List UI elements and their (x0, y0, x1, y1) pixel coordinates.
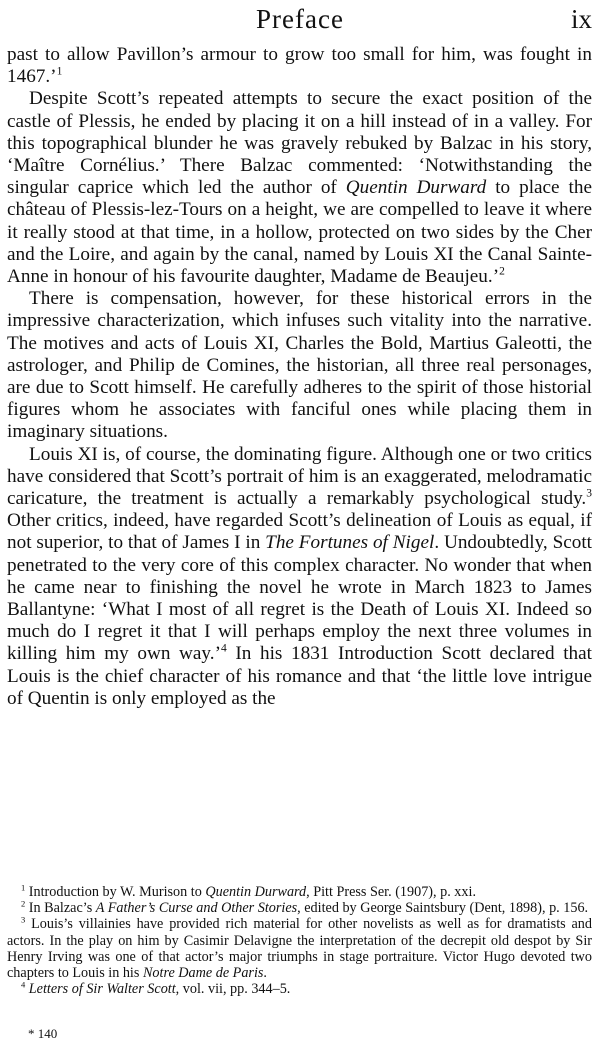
running-head: Preface (256, 4, 344, 34)
footnote-ref-4: 4 (220, 643, 227, 656)
footnote-2-title: A Father’s Curse and Other Stories (95, 900, 298, 917)
footnote-3-text-a: Louis’s villainies have provided rich material for other novelists as well as for dramatists and actors. In the play on him by Casimir Delavigne the interpretation of the decrepit old despot by Sir Henry Irving was one of that actor’s major triumphs in stage portraiture. Victor Hugo devoted two chapters to Louis in his (7, 916, 592, 982)
paragraph-4 (7, 444, 592, 710)
page-number: ix (570, 4, 592, 34)
paragraph-2-text-b: to place the château of Plessis-lez-Tours on a height, we are compelled to leave it where it really stood at that time, in a hollow, protected on two sides by the Cher and the Loire, and again by the canal, named by Louis XI the Canal Sainte-Anne in honour of his favourite daughter, Madame de Beaujeu.’ (7, 177, 592, 288)
footnote-3 (7, 916, 592, 981)
footnote-2 (7, 900, 592, 916)
paragraph-4-title: The Fortunes of Nigel (265, 532, 435, 554)
footnote-3-mark: 3 (21, 914, 26, 925)
footnote-ref-2: 2 (499, 265, 505, 278)
paragraph-1-text: past to allow Pavillon’s armour to grow too small for him, was fought in 1467.’ (7, 44, 592, 88)
footnote-3-text-b: . (263, 965, 267, 982)
page-header (0, 4, 600, 38)
signature-mark: * 140 (28, 1026, 58, 1041)
footnote-ref-1: 1 (56, 65, 63, 78)
paragraph-4-text-b: Other critics, indeed, have regarded Scott’s delineation of Louis as equal, if not superior, to that of James I in (7, 510, 592, 554)
paragraph-2 (7, 88, 592, 288)
paragraph-1 (7, 44, 592, 88)
footnote-3-title: Notre Dame de Paris (142, 965, 264, 982)
footnote-1-text-b: , Pitt Press Ser. (1907), p. xxi. (306, 884, 476, 900)
footnote-2-mark: 2 (21, 898, 26, 909)
footnote-2-text-a: In Balzac’s (25, 900, 96, 917)
footnotes (7, 884, 592, 997)
footnote-1-text-a: Introduction by W. Murison to (25, 884, 206, 900)
footnote-ref-3: 3 (586, 487, 592, 500)
paragraph-4-text-c: . Undoubtedly, Scott penetrated to the very core of this complex character. No wonder that when he came near to finishing the novel he wrote in March 1823 to James Ballantyne: ‘What I most of all regret is the Death of Louis XI. Indeed so much do I regret it that I will perhaps employ the next three volumes in killing him my own way.’ (7, 532, 593, 665)
footnote-1 (7, 884, 592, 900)
paragraph-4-text-d: In his 1831 Introduction Scott declared that Louis is the chief character of his romance and that ‘the little love intrigue of Quentin is only employed as the (7, 643, 592, 709)
paragraph-3: There is compensation, however, for these historical errors in the impressive characterization, which infuses such vitality into the narrative. The motives and acts of Louis XI, Charles the Bold, Martius Galeotti, the astrologer, and Philip de Comines, the historian, all three real personages, are due to Scott himself. He carefully adheres to the spirit of those historial figures whom he associates with fanciful ones while placing them in imaginary situations. (7, 288, 592, 443)
footnote-4-text-b: , vol. vii, pp. 344–5. (175, 981, 291, 998)
paragraph-2-title: Quentin Durward (345, 177, 487, 199)
footnote-4-mark: 4 (21, 979, 26, 990)
body-text (7, 44, 592, 710)
paragraph-4-text-a: Louis XI is, of course, the dominating figure. Although one or two critics have considered that Scott’s portrait of him is an exaggerated, melodramatic caricature, the treatment is actually a remarkably psychological study. (7, 443, 592, 510)
footnote-2-text-b: , edited by George Saintsbury (Dent, 1898), p. 156. (297, 900, 589, 917)
footnote-1-title: Quentin Durward (205, 884, 307, 900)
footnote-1-mark: 1 (21, 882, 26, 893)
footnote-4-title: Letters of Sir Walter Scott (25, 981, 176, 998)
paragraph-2-text-a: Despite Scott’s repeated attempts to secure the exact position of the castle of Plessis, he ended by placing it on a hill instead of in a valley. For this topographical blunder he was gravely rebuked by Balzac in his story, ‘Maître Cornélius.’ There Balzac commented: ‘Notwithstanding the singular caprice which led the author of (7, 88, 592, 199)
footnote-4 (7, 981, 592, 997)
